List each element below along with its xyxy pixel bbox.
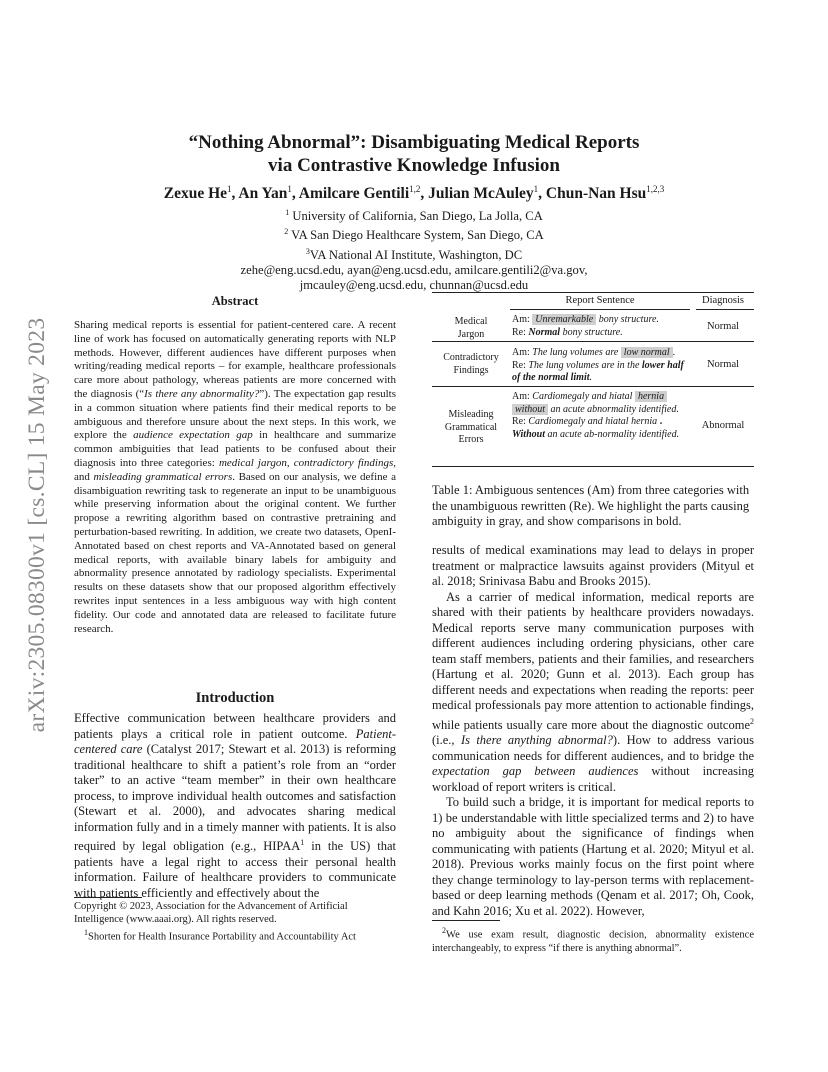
title-line-2: via Contrastive Knowledge Infusion [268,155,560,176]
ambiguous-highlight: low normal [621,347,673,358]
paragraph-emph: Is there anything abnormal? [460,733,613,748]
sentence-text: an acute abnormality identified. [548,403,679,415]
diagnosis-cell: Abnormal [701,420,745,431]
rewritten-sentence [512,360,688,385]
table-caption: Table 1: Ambiguous sentences (Am) from three categories with the unambiguous rewritten (Re). We highlight the parts causing ambiguity in gray, and show comparisons in bold. [432,483,750,528]
re-label: Re: [512,326,529,338]
ambiguous-sentence [512,314,688,327]
footnote-rule [74,897,142,898]
arxiv-identifier: arXiv:2305.08300v1 [cs.CL] 15 May 2023 [24,317,50,733]
table-row-sentence [512,347,688,385]
author-name: Julian McAuley [428,185,534,203]
sentence-text: bony structure. [560,326,623,338]
paragraph-part: (i.e., [432,733,461,748]
footnote-rule [432,920,500,921]
abstract-text [74,319,396,636]
author-affil-sup: 1,2,3 [646,184,665,194]
category-line: Errors [458,434,484,445]
paragraph-part: without increasing workload of report writers is critical. [432,764,754,794]
affiliation-text: VA National AI Institute, Washington, DC [309,247,523,262]
paragraph [432,590,754,796]
affiliation-line [150,244,678,263]
author-name: Zexue He [163,185,228,203]
footnote-marker: 1 [300,838,305,847]
intro-part: in the US) that patients have a legal right to access their personal health information. Failure of healthcare providers to communicate with patients efficiently and effectively about the [74,839,396,900]
abstract-emph: medical jargon [218,456,287,469]
category-line: Medical [454,316,488,327]
author-name: Amilcare Gentili [298,185,410,203]
email-line-2: jmcauley@eng.ucsd.edu, chunnan@ucsd.edu [299,278,529,293]
affiliation-sup: 2 [284,227,289,237]
copyright-note: Copyright © 2023, Association for the Advancement of Artificial Intelligence (www.aaai.org). All rights reserved. [74,901,348,925]
author-affil-sup: 1 [287,184,292,194]
table-row-category [432,352,510,377]
paper-title [100,131,728,177]
row-rule [432,341,754,342]
author-name: An Yan [238,185,288,203]
table-top-rule [432,292,754,293]
footnote-marker: 1 [84,928,88,937]
table-1 [432,292,754,468]
re-label: Re: [512,359,529,371]
rewritten-sentence [512,416,688,441]
sentence-punct: . [672,347,676,358]
diagnosis-cell: Normal [706,359,740,370]
re-label: Re: [512,416,529,427]
category-line: Contradictory [443,352,499,363]
header-rule [510,309,690,310]
ambiguous-sentence [512,347,688,360]
affiliation-text: VA San Diego Healthcare System, San Diego, CA [291,228,544,243]
footnote-marker: 2 [750,716,754,726]
table-bottom-rule [432,466,754,467]
abstract-part: Sharing medical reports is essential for patient-centered care. A recent line of work has focused on automatically generating reports with NLP methods. However, different audiences have different purposes when writing/reading medical reports – for example, healthcare professionals care more about pathology, whereas patients are more concerned with the diagnosis (“ [74,319,396,400]
ambiguous-highlight: Unremarkable [532,314,596,325]
am-label: Am: [512,347,533,358]
abstract-emph: audience expectation gap [133,429,253,442]
ambiguous-sentence [512,391,688,416]
intro-part: Effective communication between healthcare providers and patients plays a critical role in patient outcome. [74,711,396,741]
rewrite-bold: . [659,416,663,427]
column-header-sentence: Report Sentence [565,295,635,306]
intro-part: (Catalyst 2017; Stewart et al. 2013) is reforming traditional healthcare to shift a patient’s role from an “order taker” to an active “team member” in their own healthcare process, to improve individual health outcomes and satisfaction (Stewart et al. 2000), and advocates sharing medical information fully and in a timely manner with patients. It is also required by legal obligation (e.g., HIPAA [74,742,396,854]
sentence-punct: . [589,372,593,383]
author-name: Chun-Nan Hsu [545,185,647,203]
abstract-part: , and [74,456,397,483]
ambiguous-highlight: hernia [635,391,667,402]
affiliation-line [150,205,678,224]
affiliations [150,205,678,294]
rewritten-sentence [512,327,688,340]
footnote-marker: 2 [442,926,446,935]
footnote-2 [432,924,754,955]
title-line-1: “Nothing Abnormal”: Disambiguating Medical Reports [188,132,640,153]
abstract-emph: misleading grammatical errors [93,470,233,483]
sentence-text: The lung volumes are [532,347,621,358]
footnote-text: We use exam result, diagnostic decision, abnormality existence interchangeably, to express “if there is anything abnormal”. [432,929,754,954]
ambiguous-highlight: without [512,404,548,415]
email-line-1: zehe@eng.ucsd.edu, ayan@eng.ucsd.edu, amilcare.gentili2@va.gov, [240,263,588,278]
author-affil-sup: 1 [227,184,232,194]
am-label: Am: [512,314,533,325]
author-affil-sup: 1,2 [409,184,421,194]
right-column-text [432,543,754,919]
table-row-category [432,316,510,341]
author-affil-sup: 1 [533,184,539,194]
rewrite-bold: lower half of the normal limit [512,359,684,383]
row-rule [432,386,754,387]
category-line: Findings [453,364,489,376]
introduction-heading: Introduction [195,690,275,706]
table-row-category [432,409,510,447]
abstract-part: ”). The expectation gap results in a common situation where patients find their medical reports to be ambiguous and therefore unsure about the next steps. In this work, we explore the [74,387,397,442]
affiliation-sup: 3 [305,246,310,256]
abstract-part: in healthcare and summarize common ambiguities that lead patients to be confused about their diagnosis into three categories: [74,429,396,469]
sentence-text: an acute ab-normality identified. [544,428,680,440]
column-header-diagnosis: Diagnosis [702,295,744,306]
abstract-part: , [286,456,294,469]
affiliation-text: University of California, San Diego, La Jolla, CA [292,209,543,224]
abstract-emph: contradictory findings [293,456,394,469]
sentence-text: The lung volumes are in the [528,359,642,371]
header-rule [696,309,754,310]
sentence-text: Cardiomegaly and hiatal [532,391,635,402]
rewrite-bold: Normal [528,326,561,338]
am-label: Am: [512,391,533,402]
introduction-text [74,711,396,901]
table-row-sentence [512,314,688,339]
category-line: Grammatical [444,421,498,433]
sentence-text: Cardiomegaly and hiatal hernia [528,416,660,427]
paragraph: results of medical examinations may lead to delays in proper treatment or malpractice lawsuits against providers (Mityul et al. 2018; Srinivasa Babu and Brooks 2015). [432,543,754,588]
category-line: Jargon [457,328,485,340]
abstract-emph: Is there any abnormality? [144,387,260,400]
affiliation-sup: 1 [285,208,290,217]
abstract-heading: Abstract [211,294,259,308]
rewrite-bold: Without [512,428,545,440]
paragraph: To build such a bridge, it is important for medical reports to 1) be understandable with little specialized terms and 2) to have no ambiguity about the significance of findings when communicating with patients (Hartung et al. 2020; Mityul et al. 2018). Previous works mainly focus on the first point where they change terminology to lay-person terms with replacement-based or deep learning methods (Qenam et al. 2017; Oh, Cook, and Kahn 2016; Xu et al. 2022). However, [432,795,754,918]
paragraph-emph: expectation gap between audiences [432,764,639,779]
abstract-part: . Based on our analysis, we define a disambiguation rewriting task to regenerate an input to be unambiguous while preserving information about the original content. We further propose a rewriting algorithm based on contrastive pretraining and perturbation-based rewriting. In addition, we create two datasets, OpenI-Annotated based on chest reports and VA-Annotated based on general medical reports, with available binary labels for ambiguity and abnormality presence annotated by radiology specialists. Experimental results on these datasets show that our proposed algorithm effectively rewrites input sentences in a less ambiguous way with high content fidelity. Our code and annotated data are released to facilitate future research. [74,470,396,635]
footnote-1 [74,926,396,944]
diagnosis-cell: Normal [706,321,740,332]
table-row-sentence [512,391,688,441]
paragraph-part: ). How to address various communication needs for different audiences, and to bridge the [432,733,754,763]
category-line: Misleading [448,409,494,420]
sentence-text: bony structure. [596,314,659,325]
paragraph-part: As a carrier of medical information, medical reports are shared with their patients by healthcare providers nowadays. Medical reports serve many communication purposes with different audiences including ordering physicians, other care team staff members, patients and their families, and researchers (Hartung et al. 2020; Gunn et al. 2013). Each group has different needs and expectations when reading the reports: peer medical professionals pay more attention to actionable findings, while patients usually care more about the diagnostic outcome [432,589,754,732]
affiliation-line [150,224,678,243]
intro-emph: Patient-centered care [74,726,396,756]
footnote-text: Shorten for Health Insurance Portability and Accountability Act [88,931,356,943]
author-list: Zexue He$^1$, An Yan$^1$, Amilcare Gentili$^{1,2}$, Julian McAuley$^1$, Chun-Nan Hsu$^{1,2,3}$ [163,184,665,203]
